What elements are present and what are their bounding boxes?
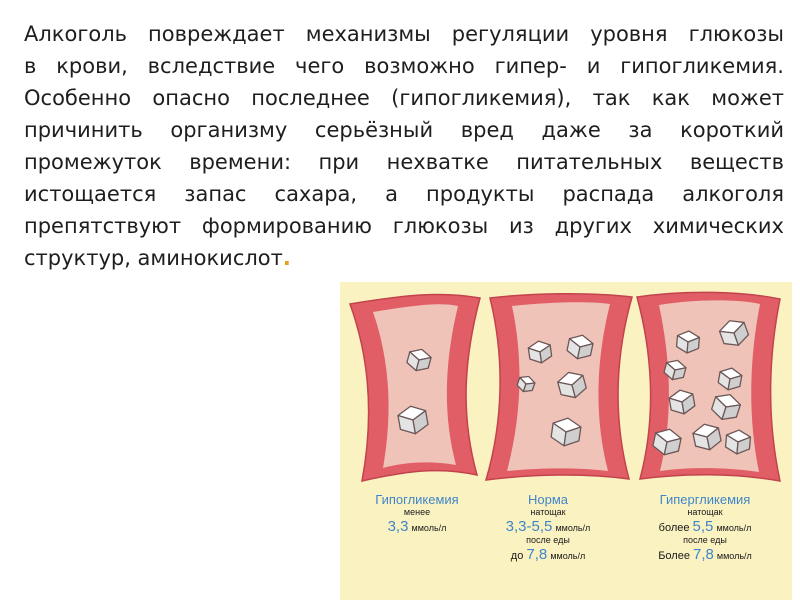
paragraph-final-dot: .	[282, 246, 291, 270]
caption-qualifier-2: после еды	[526, 535, 570, 545]
paragraph-line: причинить организму серьёзный вред даже за короткий	[24, 118, 784, 142]
paragraph-line: промежуток времени: при нехватке питательных веществ	[24, 150, 784, 174]
paragraph-line-text: структур, аминокислот	[24, 246, 283, 270]
caption-normal	[478, 493, 618, 564]
glucose-vessels-figure	[340, 282, 792, 600]
caption-prefix: Более	[658, 550, 690, 562]
caption-value-row	[624, 519, 786, 534]
paragraph-line: истощается запас сахара, а продукты распада алкоголя	[24, 182, 784, 206]
caption-title: Норма	[527, 492, 568, 507]
caption-qualifier: менее	[403, 507, 431, 517]
caption-value-row	[478, 519, 618, 534]
caption-value: 3,3-5,5	[505, 518, 553, 535]
caption-title: Гипогликемия	[375, 492, 459, 507]
caption-value: 7,8	[693, 546, 714, 563]
paragraph-line: Алкоголь повреждает механизмы регуляции уровня глюкозы	[24, 22, 784, 46]
vessel-hypoglycemia	[350, 294, 480, 481]
caption-value-row	[354, 519, 480, 534]
vessel-hyperglycemia	[637, 292, 780, 481]
caption-value: 3,3	[387, 518, 409, 535]
caption-title: Гипергликемия	[659, 492, 751, 507]
caption-qualifier: натощак	[687, 507, 723, 517]
caption-value-row-2	[478, 547, 618, 562]
caption-value: 5,5	[692, 518, 714, 535]
caption-unit: ммоль/л	[550, 551, 586, 561]
caption-prefix: до	[510, 550, 524, 562]
caption-prefix: более	[658, 522, 690, 534]
paragraph-line: Особенно опасно последнее (гипогликемия), так как может	[24, 86, 784, 110]
paragraph-last-line	[24, 242, 784, 274]
caption-unit: ммоль/л	[555, 523, 591, 533]
caption-hypoglycemia	[354, 493, 480, 536]
caption-value: 7,8	[526, 546, 548, 563]
caption-unit: ммоль/л	[411, 523, 447, 533]
paragraph-line: в крови, вследствие чего возможно гипер- и гипогликемия.	[24, 54, 784, 78]
caption-qualifier-2: после еды	[683, 535, 727, 545]
caption-qualifier: натощак	[530, 507, 566, 517]
caption-unit: ммоль/л	[716, 523, 752, 533]
caption-hyperglycemia	[624, 493, 786, 564]
paragraph-line: препятствуют формированию глюкозы из других химических	[24, 214, 784, 238]
main-paragraph	[24, 18, 784, 274]
caption-value-row-2	[624, 547, 786, 562]
caption-unit: ммоль/л	[716, 551, 752, 561]
